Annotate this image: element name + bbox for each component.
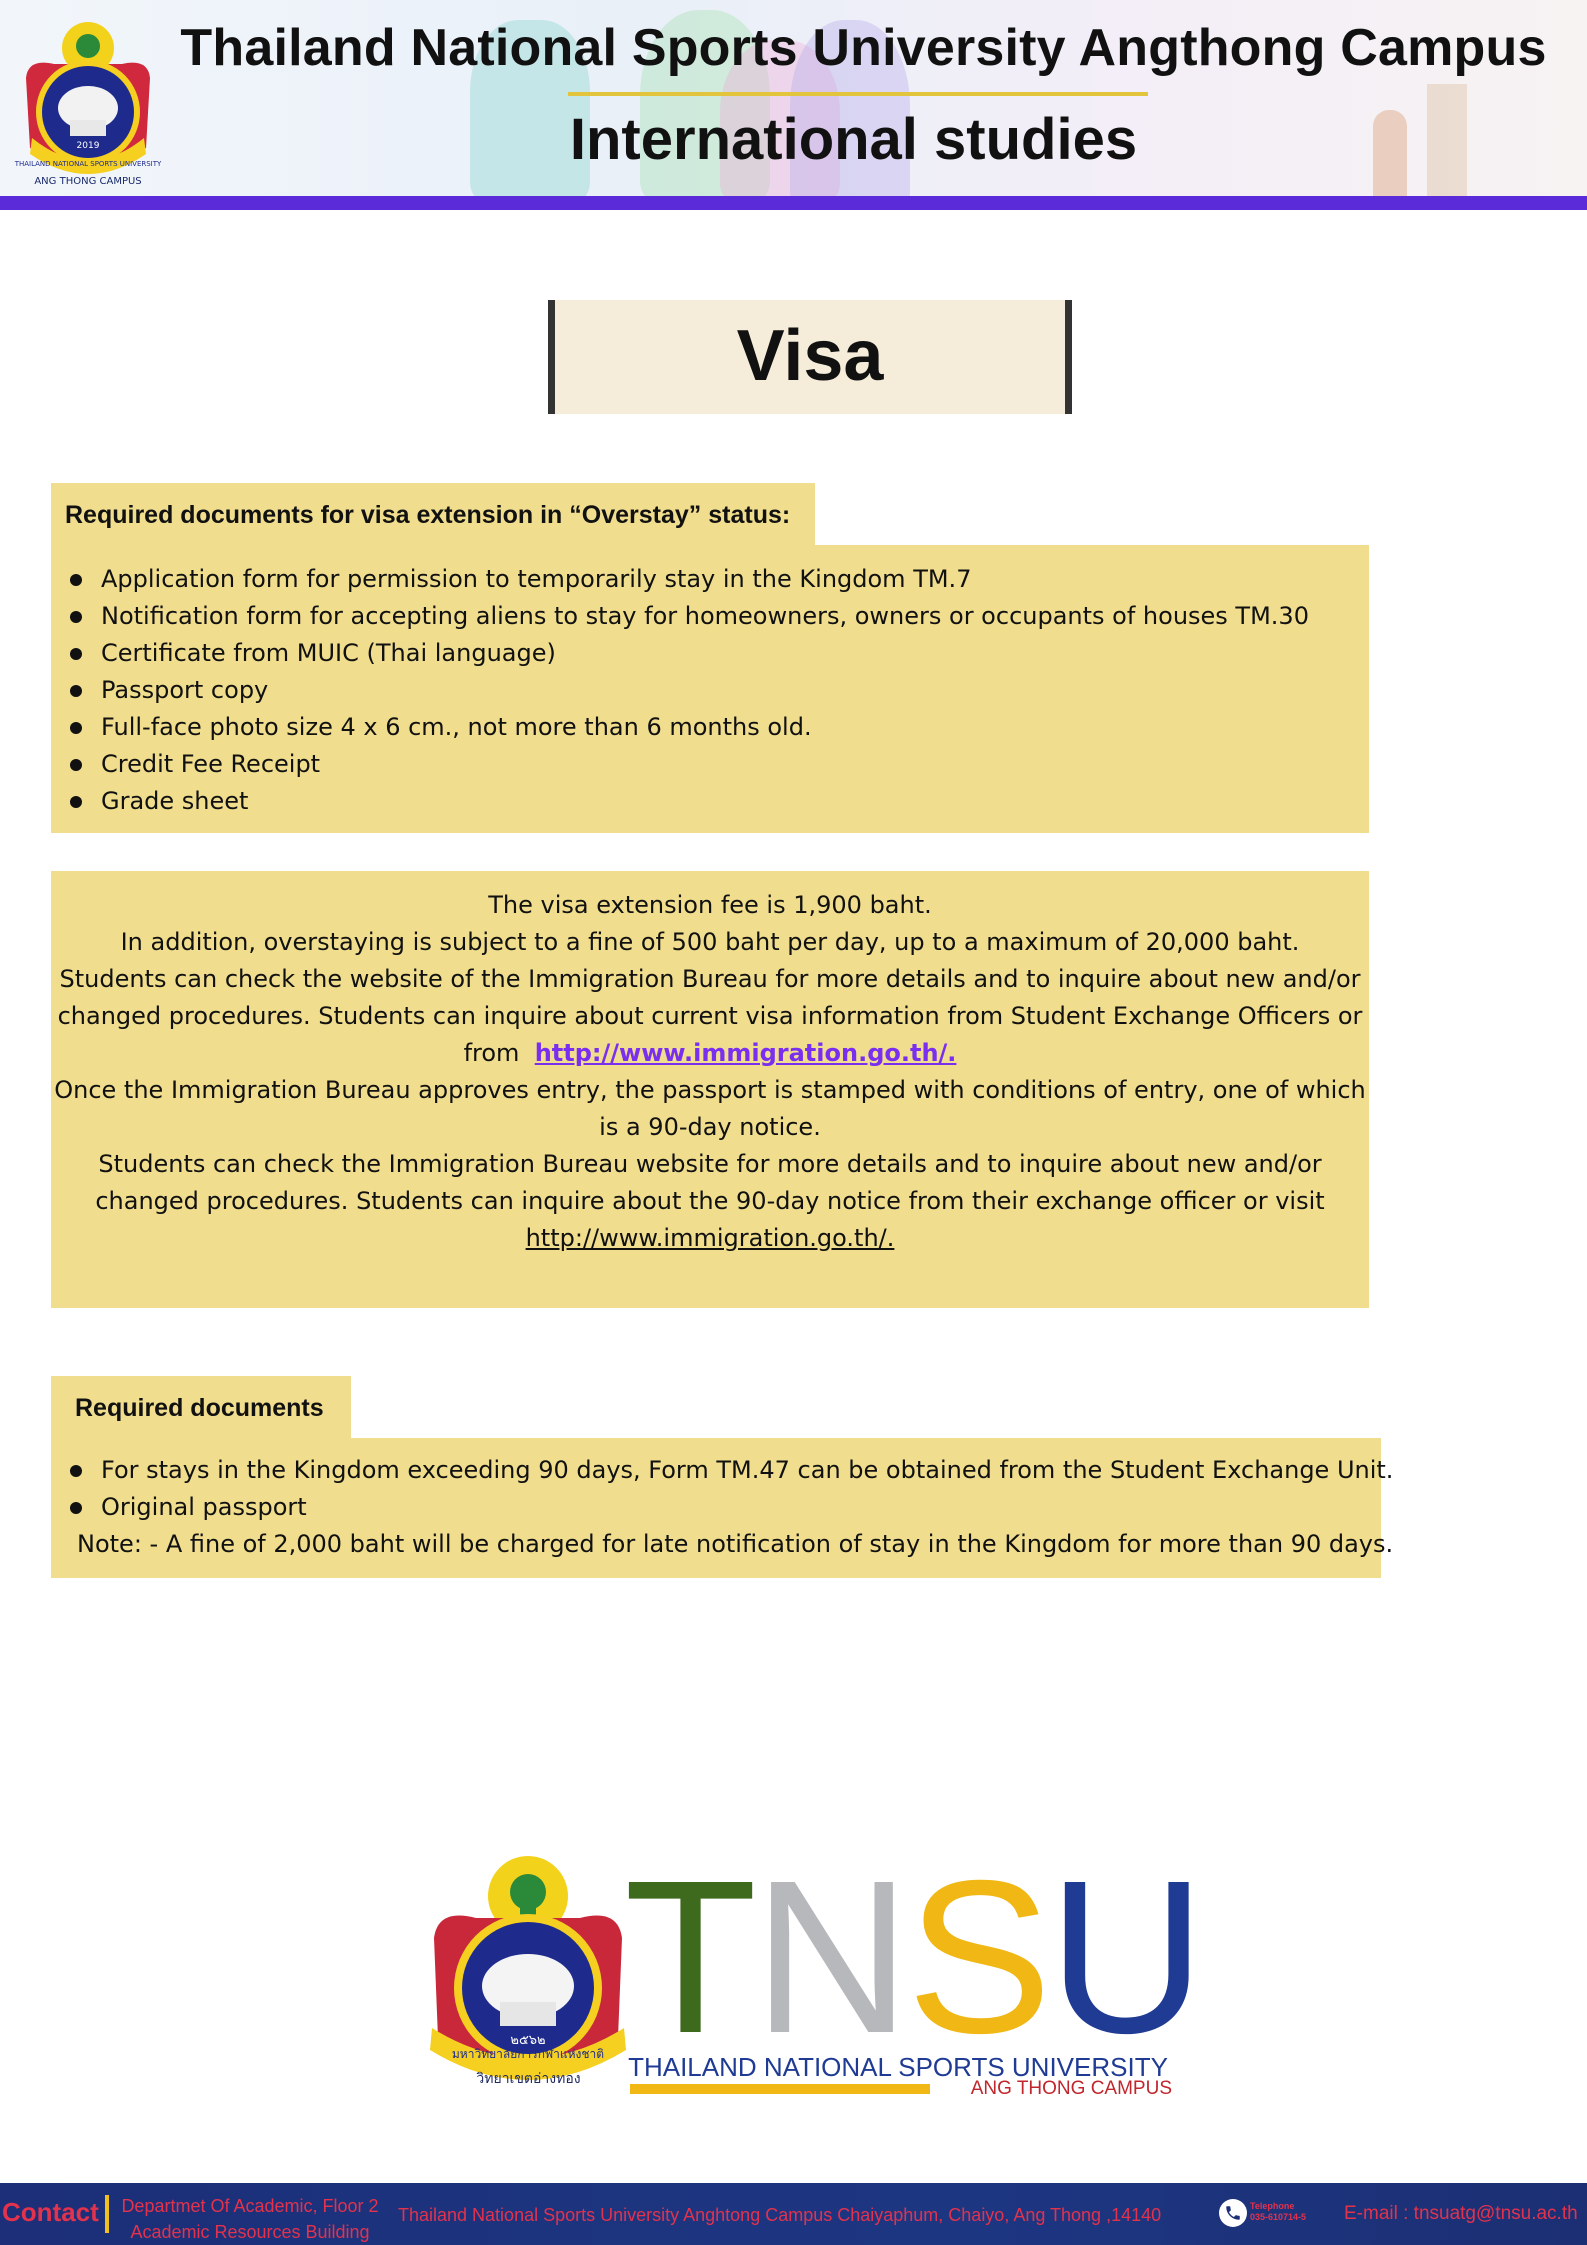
telephone-number[interactable]: 035-610714-5 — [1250, 2212, 1307, 2222]
page-footer — [0, 2183, 1587, 2245]
check-text-body: Students can check the website of the Immigration Bureau for more details and to inquire about new and/or changed procedures. Students can inquire about current visa information from Student Exchange Officers or from — [57, 965, 1363, 1067]
list-item: Full-face photo size 4 x 6 cm., not more than 6 months old. — [51, 709, 1369, 746]
svg-text:2019: 2019 — [76, 141, 100, 151]
page-header-title: Thailand National Sports University Angthong Campus — [180, 19, 1547, 77]
svg-text:THAILAND NATIONAL SPORTS UNIVE: THAILAND NATIONAL SPORTS UNIVERSITY — [14, 160, 162, 168]
phone-icon — [1219, 2199, 1247, 2227]
footer-email[interactable]: E-mail : tnsuatg@tnsu.ac.th — [1344, 2203, 1578, 2224]
campus-name: ANG THONG CAMPUS — [970, 2078, 1172, 2099]
list-item: Original passport — [51, 1489, 1381, 1526]
footer-telephone — [1250, 2201, 1306, 2223]
header-accent-bar — [0, 196, 1587, 210]
overstay-heading: Required documents for visa extension in “Overstay” status: — [51, 483, 815, 545]
approval-text: Once the Immigration Bureau approves entry, the passport is stamped with conditions of entry, one of which is a 90-day notice. — [54, 1076, 1366, 1141]
page-title: Visa — [548, 300, 1072, 414]
wordmark-letter-s: S — [906, 1836, 1049, 2079]
logo-caption: ANG THONG CAMPUS — [34, 176, 142, 187]
page-header-subtitle: International studies — [569, 107, 1138, 172]
footer-address: Thailand National Sports University Anghtong Campus Chaiyaphum, Chaiyo, Ang Thong ,14140 — [398, 2205, 1162, 2225]
footer-department-line: Academic Resources Building — [130, 2222, 370, 2242]
list-item: Credit Fee Receipt — [51, 746, 1369, 783]
check-text — [51, 961, 1369, 1072]
title-underline — [568, 92, 1148, 96]
notice-text — [51, 1146, 1369, 1257]
fee-text: The visa extension fee is 1,900 baht. — [488, 891, 932, 919]
list-item: Notification form for accepting aliens to stay for homeowners, owners or occupants of houses TM.30 — [51, 598, 1369, 635]
university-seal-logo-large — [416, 1838, 641, 2093]
required-documents-heading: Required documents — [51, 1376, 351, 1438]
university-seal-logo — [8, 8, 168, 188]
fine-text: In addition, overstaying is subject to a fine of 500 baht per day, up to a maximum of 20,000 baht. — [120, 928, 1300, 956]
footer-divider — [105, 2195, 109, 2233]
late-fine-note: Note: - A fine of 2,000 baht will be charged for late notification of stay in the Kingdom for more than 90 days. — [77, 1530, 1394, 1558]
overstay-documents-box — [51, 545, 1369, 833]
page-header — [0, 0, 1587, 196]
svg-text:มหาวิทยาลัยการกีฬาแห่งชาติ: มหาวิทยาลัยการกีฬาแห่งชาติ — [451, 2047, 605, 2061]
wordmark-letter-n: N — [753, 1836, 907, 2079]
list-item: Certificate from MUIC (Thai language) — [51, 635, 1369, 672]
list-item: Grade sheet — [51, 783, 1369, 820]
svg-text:๒๕๖๒: ๒๕๖๒ — [510, 2033, 546, 2048]
footer-department — [114, 2193, 386, 2245]
university-name: THAILAND NATIONAL SPORTS UNIVERSITY — [628, 2052, 1168, 2082]
wordmark-letter-t: T — [624, 1836, 754, 2079]
required-documents-list — [51, 1438, 1394, 1526]
telephone-label: Telephone — [1250, 2201, 1295, 2211]
thai-campus-caption: วิทยาเขตอ่างทอง — [476, 2071, 581, 2087]
footer-department-line: Departmet Of Academic, Floor 2 — [121, 2196, 379, 2216]
visa-info-box — [51, 871, 1369, 1308]
footer-contact-label: Contact — [2, 2197, 99, 2227]
list-item: Application form for permission to temporarily stay in the Kingdom TM.7 — [51, 561, 1369, 598]
immigration-link-2[interactable]: http://www.immigration.go.th/. — [525, 1224, 895, 1252]
notice-text-body: Students can check the Immigration Bureau website for more details and to inquire about new and/or changed procedures. Students can inquire about the 90-day notice from their exchange officer or visit — [95, 1150, 1325, 1215]
list-item: For stays in the Kingdom exceeding 90 days, Form TM.47 can be obtained from the Student Exchange Unit. — [51, 1452, 1381, 1489]
immigration-link[interactable]: http://www.immigration.go.th/. — [534, 1039, 957, 1067]
wordmark-underline — [630, 2084, 930, 2094]
overstay-documents-list — [51, 545, 1369, 820]
wordmark-letter-u: U — [1048, 1836, 1202, 2079]
required-documents-box — [51, 1438, 1394, 1578]
list-item: Passport copy — [51, 672, 1369, 709]
